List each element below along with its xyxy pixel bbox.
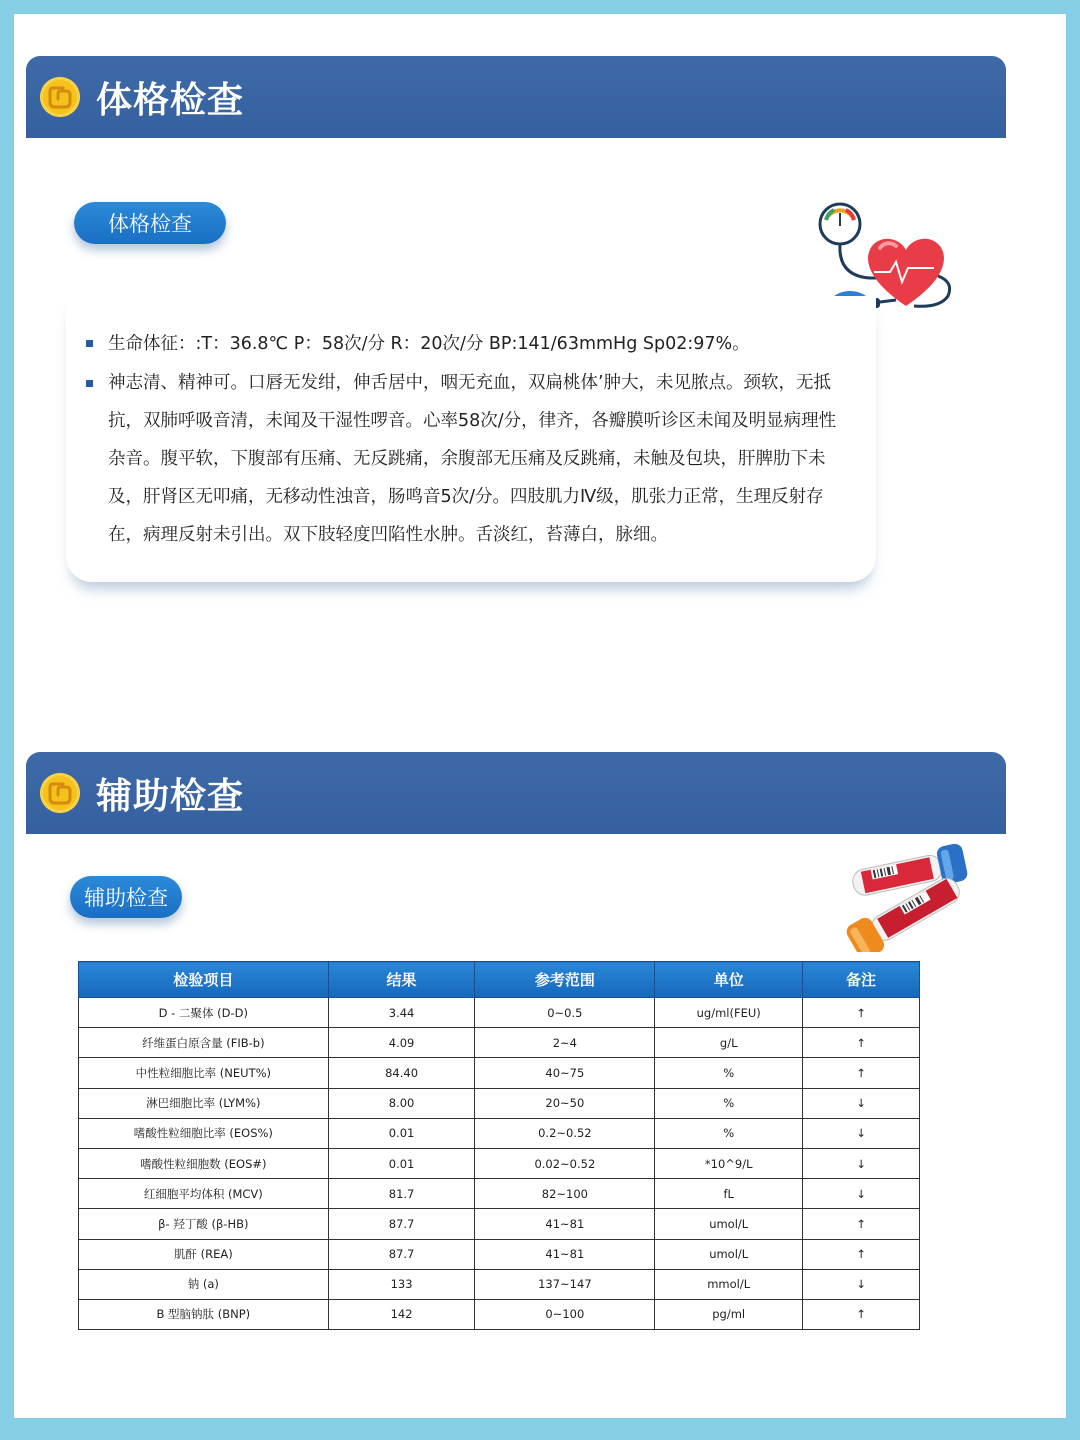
- table-row: [79, 1028, 920, 1058]
- unit-cell: g/L: [655, 1028, 803, 1058]
- flag-cell: ↓: [803, 1088, 920, 1118]
- page: [14, 14, 1066, 1418]
- reference-range-cell: 41~81: [475, 1209, 655, 1239]
- section-pill-auxiliary-exam: 辅助检查: [70, 876, 182, 918]
- table-row: [79, 1209, 920, 1239]
- column-header: 检验项目: [79, 962, 329, 998]
- intestine-icon: [40, 77, 80, 117]
- reference-range-cell: 0.2~0.52: [475, 1118, 655, 1148]
- unit-cell: %: [655, 1118, 803, 1148]
- test-name-cell: 纤维蛋白原含量 (FIB-b): [79, 1028, 329, 1058]
- section-header-physical-exam: [26, 56, 1006, 138]
- result-cell: 3.44: [328, 998, 475, 1028]
- lab-table-body: [79, 998, 920, 1330]
- result-cell: 0.01: [328, 1118, 475, 1148]
- test-name-cell: 中性粒细胞比率 (NEUT%): [79, 1058, 329, 1088]
- column-header: 参考范围: [475, 962, 655, 998]
- table-row: [79, 1148, 920, 1178]
- unit-cell: umol/L: [655, 1209, 803, 1239]
- section-title: 辅助检查: [96, 775, 245, 817]
- reference-range-cell: 0~100: [475, 1299, 655, 1329]
- test-name-cell: 嗜酸性粒细胞比率 (EOS%): [79, 1118, 329, 1148]
- intestine-icon: [40, 773, 80, 813]
- test-name-cell: 淋巴细胞比率 (LYM%): [79, 1088, 329, 1118]
- unit-cell: fL: [655, 1179, 803, 1209]
- column-header: 单位: [655, 962, 803, 998]
- reference-range-cell: 40~75: [475, 1058, 655, 1088]
- test-name-cell: 嗜酸性粒细胞数 (EOS#): [79, 1148, 329, 1178]
- table-row: [79, 1058, 920, 1088]
- result-cell: 142: [328, 1299, 475, 1329]
- exam-findings-text: 神志清、精神可。口唇无发绀，伸舌居中，咽无充血，双扁桃体’肿大，未见脓点。颈软，无抵抗，双肺呼吸音清，未闻及干湿性啰音。心率58次/分，律齐，各瓣膜听诊区未闻及明显病理性杂音。腹平软，下腹部有压痛、无反跳痛，余腹部无压痛及反跳痛，未触及包块，肝脾肋下未及，肝肾区无叩痛，无移动性浊音，肠鸣音5次/分。四肢肌力Ⅳ级，肌张力正常，生理反射存在，病理反射未引出。双下肢轻度凹陷性水肿。舌淡红，苔薄白，脉细。: [86, 364, 846, 554]
- flag-cell: ↑: [803, 1299, 920, 1329]
- table-row: [79, 998, 920, 1028]
- unit-cell: pg/ml: [655, 1299, 803, 1329]
- blood-tubes-icon: [834, 842, 984, 952]
- result-cell: 87.7: [328, 1209, 475, 1239]
- table-row: [79, 1118, 920, 1148]
- column-header: 备注: [803, 962, 920, 998]
- physical-exam-list: [66, 296, 876, 554]
- reference-range-cell: 20~50: [475, 1088, 655, 1118]
- table-row: [79, 1239, 920, 1269]
- reference-range-cell: 0.02~0.52: [475, 1148, 655, 1178]
- result-cell: 81.7: [328, 1179, 475, 1209]
- column-header: 结果: [328, 962, 475, 998]
- section-pill-physical-exam: 体格检查: [74, 202, 226, 244]
- lab-results-table: [78, 961, 920, 1330]
- test-name-cell: D - 二聚体 (D-D): [79, 998, 329, 1028]
- flag-cell: ↓: [803, 1269, 920, 1299]
- section-title: 体格检查: [96, 79, 245, 121]
- section-header-auxiliary-exam: [26, 752, 1006, 834]
- unit-cell: %: [655, 1058, 803, 1088]
- unit-cell: %: [655, 1088, 803, 1118]
- flag-cell: ↓: [803, 1118, 920, 1148]
- reference-range-cell: 137~147: [475, 1269, 655, 1299]
- result-cell: 0.01: [328, 1148, 475, 1178]
- reference-range-cell: 0~0.5: [475, 998, 655, 1028]
- flag-cell: ↑: [803, 1028, 920, 1058]
- physical-exam-card: [66, 296, 876, 582]
- test-name-cell: 肌酐 (REA): [79, 1239, 329, 1269]
- unit-cell: umol/L: [655, 1239, 803, 1269]
- test-name-cell: 红细胞平均体积 (MCV): [79, 1179, 329, 1209]
- flag-cell: ↓: [803, 1148, 920, 1178]
- flag-cell: ↑: [803, 1058, 920, 1088]
- result-cell: 133: [328, 1269, 475, 1299]
- flag-cell: ↑: [803, 1239, 920, 1269]
- result-cell: 4.09: [328, 1028, 475, 1058]
- result-cell: 87.7: [328, 1239, 475, 1269]
- unit-cell: mmol/L: [655, 1269, 803, 1299]
- table-row: [79, 1179, 920, 1209]
- unit-cell: *10^9/L: [655, 1148, 803, 1178]
- table-row: [79, 1088, 920, 1118]
- reference-range-cell: 41~81: [475, 1239, 655, 1269]
- reference-range-cell: 82~100: [475, 1179, 655, 1209]
- reference-range-cell: 2~4: [475, 1028, 655, 1058]
- unit-cell: ug/ml(FEU): [655, 998, 803, 1028]
- result-cell: 84.40: [328, 1058, 475, 1088]
- table-row: [79, 1299, 920, 1329]
- vital-signs-text: 生命体征：:T：36.8℃ P：58次/分 R：20次/分 BP:141/63mmHg Sp02:97%。: [86, 324, 846, 364]
- flag-cell: ↑: [803, 998, 920, 1028]
- table-row: [79, 1269, 920, 1299]
- table-header-row: [79, 962, 920, 998]
- flag-cell: ↑: [803, 1209, 920, 1239]
- test-name-cell: 钠 (a): [79, 1269, 329, 1299]
- result-cell: 8.00: [328, 1088, 475, 1118]
- test-name-cell: B 型脑钠肽 (BNP): [79, 1299, 329, 1329]
- test-name-cell: β- 羟丁酸 (β-HB): [79, 1209, 329, 1239]
- flag-cell: ↓: [803, 1179, 920, 1209]
